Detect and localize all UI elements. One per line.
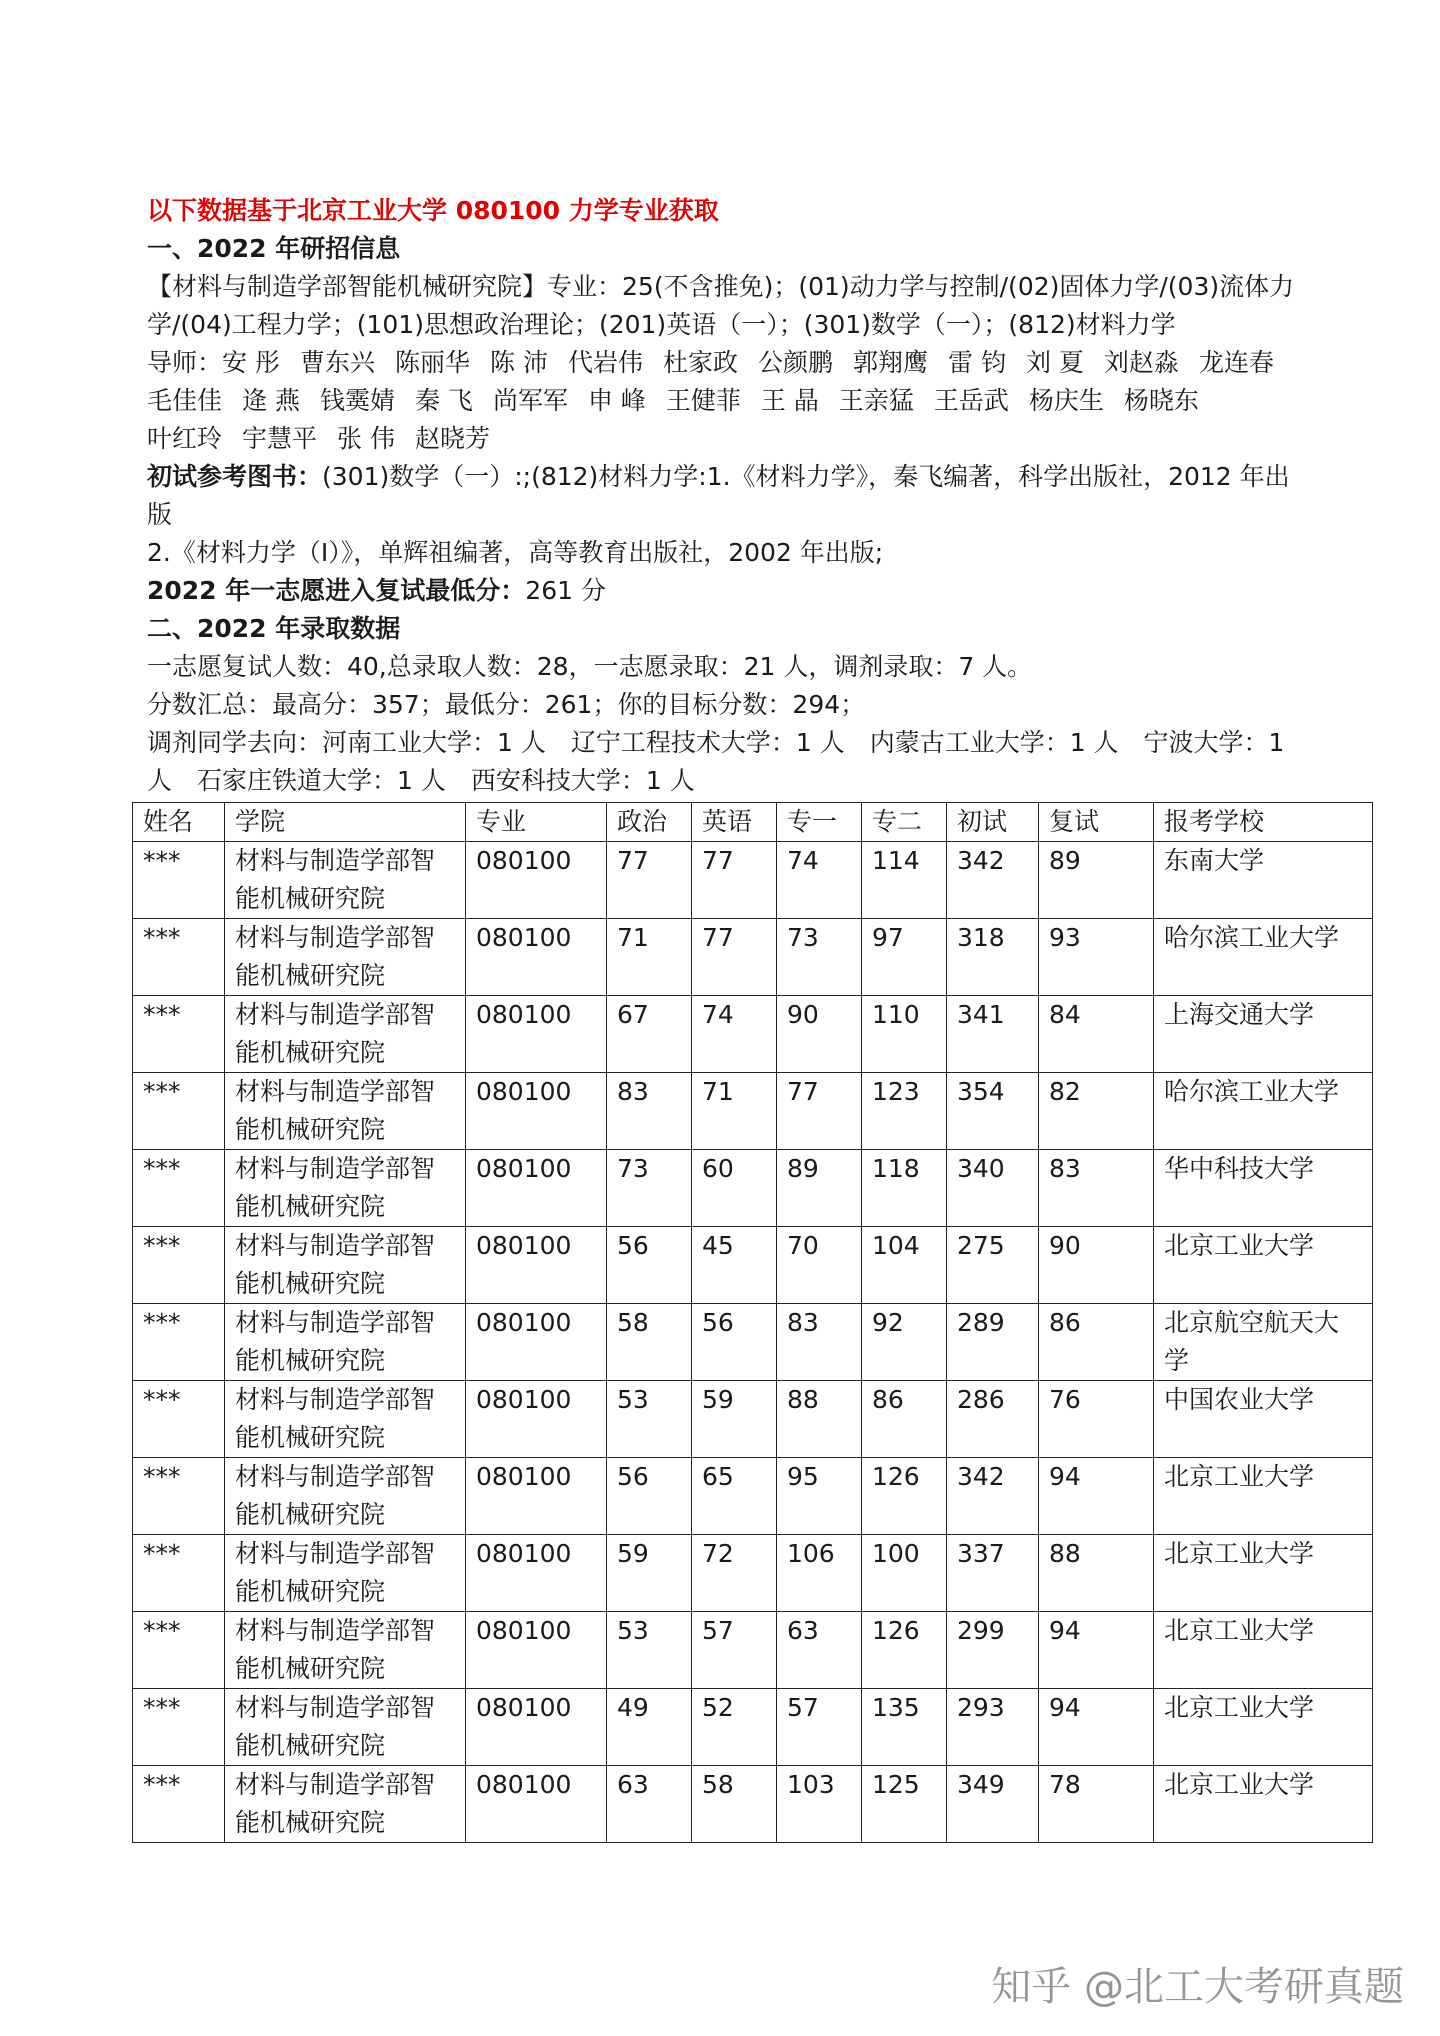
table-cell: 材料与制造学部智能机械研究院 [225, 1227, 466, 1304]
table-cell: 080100 [466, 1150, 607, 1227]
tutor-name: 赵晓芳 [414, 424, 490, 453]
table-cell: 北京工业大学 [1154, 1612, 1373, 1689]
table-cell: 63 [607, 1766, 692, 1843]
table-cell: 86 [862, 1381, 947, 1458]
tutor-name: 杜家政 [662, 348, 738, 377]
tutor-name: 王 晶 [760, 386, 819, 415]
table-cell: *** [133, 1304, 225, 1381]
column-header: 姓名 [133, 803, 225, 842]
table-cell: 材料与制造学部智能机械研究院 [225, 1612, 466, 1689]
books-label: 初试参考图书： [147, 462, 323, 491]
table-cell: 342 [947, 1458, 1039, 1535]
table-cell: 110 [862, 996, 947, 1073]
table-cell: 080100 [466, 996, 607, 1073]
table-cell: 83 [607, 1073, 692, 1150]
table-cell: 58 [607, 1304, 692, 1381]
table-cell: 318 [947, 919, 1039, 996]
books-text: (301)数学（一）:;(812)材料力学:1.《材料力学》，秦飞编著，科学出版社，2012 年出版 [147, 462, 1290, 529]
min-score-line [147, 572, 1307, 610]
score-summary: 分数汇总：最高分：357；最低分：261；你的目标分数：294； [147, 690, 866, 719]
column-header: 专业 [466, 803, 607, 842]
table-cell: 57 [777, 1689, 862, 1766]
table-cell: *** [133, 1150, 225, 1227]
tutor-name: 叶红玲 [147, 424, 223, 453]
table-cell: 123 [862, 1073, 947, 1150]
table-cell: 080100 [466, 1612, 607, 1689]
column-header: 政治 [607, 803, 692, 842]
tutor-name: 雷 钧 [948, 348, 1006, 377]
enroll-info: 【材料与制造学部智能机械研究院】专业：25(不含推免)；(01)动力学与控制/(02)固体力学/(03)流体力学/(04)工程力学；(101)思想政治理论；(201)英语（一）；(301)数学（一）；(812)材料力学 [147, 272, 1295, 339]
table-cell: 49 [607, 1689, 692, 1766]
table-cell: 89 [1039, 842, 1154, 919]
min-score-value: 261 分 [525, 576, 606, 605]
table-cell: 56 [607, 1458, 692, 1535]
tutor-name: 杨晓东 [1123, 386, 1199, 415]
table-cell: 289 [947, 1304, 1039, 1381]
tutor-name: 龙连春 [1198, 348, 1274, 377]
table-cell: 56 [607, 1227, 692, 1304]
table-cell: 74 [777, 842, 862, 919]
table-cell: 114 [862, 842, 947, 919]
table-cell: 126 [862, 1612, 947, 1689]
section-2-title: 二、2022 年录取数据 [147, 614, 401, 643]
reference-books [147, 458, 1307, 534]
tutor-name: 郭翔鹰 [853, 348, 929, 377]
table-row [133, 1150, 1373, 1227]
table-cell: 293 [947, 1689, 1039, 1766]
table-cell: *** [133, 1227, 225, 1304]
table-cell: 118 [862, 1150, 947, 1227]
section-1-title: 一、2022 年研招信息 [147, 234, 401, 263]
table-cell: 92 [862, 1304, 947, 1381]
tutor-name: 钱霙婧 [319, 386, 395, 415]
table-cell: 94 [1039, 1689, 1154, 1766]
table-row [133, 1227, 1373, 1304]
table-cell: 080100 [466, 1535, 607, 1612]
table-cell: 83 [777, 1304, 862, 1381]
table-cell: 东南大学 [1154, 842, 1373, 919]
tutor-name: 宇慧平 [242, 424, 318, 453]
table-cell: 北京工业大学 [1154, 1766, 1373, 1843]
table-cell: *** [133, 996, 225, 1073]
table-cell: 106 [777, 1535, 862, 1612]
tutor-name: 王健菲 [665, 386, 741, 415]
table-cell: 83 [1039, 1150, 1154, 1227]
table-cell: 73 [777, 919, 862, 996]
table-cell: 080100 [466, 1766, 607, 1843]
table-row [133, 1612, 1373, 1689]
table-cell: *** [133, 842, 225, 919]
table-cell: 275 [947, 1227, 1039, 1304]
intro-line: 以下数据基于北京工业大学 080100 力学专业获取 [147, 196, 719, 225]
column-header: 学院 [225, 803, 466, 842]
table-row [133, 1073, 1373, 1150]
table-cell: 125 [862, 1766, 947, 1843]
table-cell: 080100 [466, 1073, 607, 1150]
table-cell: 95 [777, 1458, 862, 1535]
table-cell: *** [133, 1381, 225, 1458]
table-cell: 77 [692, 842, 777, 919]
table-cell: 45 [692, 1227, 777, 1304]
table-row [133, 1535, 1373, 1612]
table-cell: 349 [947, 1766, 1039, 1843]
table-cell: *** [133, 919, 225, 996]
tutor-name: 公颜鹏 [757, 348, 833, 377]
tutor-name: 刘赵淼 [1103, 348, 1179, 377]
column-header: 复试 [1039, 803, 1154, 842]
table-cell: 65 [692, 1458, 777, 1535]
table-cell: 60 [692, 1150, 777, 1227]
table-cell: 材料与制造学部智能机械研究院 [225, 1381, 466, 1458]
table-cell: 90 [1039, 1227, 1154, 1304]
table-cell: *** [133, 1689, 225, 1766]
table-row [133, 919, 1373, 996]
table-cell: 58 [692, 1766, 777, 1843]
table-cell: *** [133, 1535, 225, 1612]
table-cell: 59 [692, 1381, 777, 1458]
min-score-label: 2022 年一志愿进入复试最低分： [147, 576, 526, 605]
tutor-name: 曹东兴 [299, 348, 375, 377]
table-row [133, 1689, 1373, 1766]
tutor-names [147, 348, 1294, 453]
table-row [133, 842, 1373, 919]
table-cell: 华中科技大学 [1154, 1150, 1373, 1227]
table-cell: *** [133, 1073, 225, 1150]
table-cell: 126 [862, 1458, 947, 1535]
table-cell: 70 [777, 1227, 862, 1304]
admission-table [132, 802, 1373, 1843]
tutor-name: 刘 夏 [1025, 348, 1084, 377]
table-cell: 材料与制造学部智能机械研究院 [225, 1150, 466, 1227]
table-cell: 342 [947, 842, 1039, 919]
table-cell: 中国农业大学 [1154, 1381, 1373, 1458]
column-header: 报考学校 [1154, 803, 1373, 842]
table-cell: 84 [1039, 996, 1154, 1073]
document-body [147, 192, 1307, 800]
table-cell: 材料与制造学部智能机械研究院 [225, 1458, 466, 1535]
table-cell: 104 [862, 1227, 947, 1304]
table-cell: 材料与制造学部智能机械研究院 [225, 996, 466, 1073]
table-cell: 77 [692, 919, 777, 996]
tutor-name: 王岳武 [933, 386, 1009, 415]
admission-summary: 一志愿复试人数：40,总录取人数：28，一志愿录取：21 人，调剂录取：7 人。 [147, 652, 1033, 681]
table-cell: *** [133, 1612, 225, 1689]
tutor-name: 申 峰 [587, 386, 646, 415]
table-cell: 88 [1039, 1535, 1154, 1612]
table-cell: 78 [1039, 1766, 1154, 1843]
table-cell: 88 [777, 1381, 862, 1458]
column-header: 专一 [777, 803, 862, 842]
table-cell: 74 [692, 996, 777, 1073]
table-row [133, 1381, 1373, 1458]
table-cell: 337 [947, 1535, 1039, 1612]
table-cell: 53 [607, 1381, 692, 1458]
table-cell: 北京航空航天大学 [1154, 1304, 1373, 1381]
tutor-name: 毛佳佳 [147, 386, 223, 415]
table-cell: 286 [947, 1381, 1039, 1458]
table-cell: 56 [692, 1304, 777, 1381]
tutor-name: 尚军军 [492, 386, 568, 415]
tutor-list [147, 344, 1307, 458]
table-cell: 63 [777, 1612, 862, 1689]
table-cell: 哈尔滨工业大学 [1154, 1073, 1373, 1150]
table-cell: 94 [1039, 1612, 1154, 1689]
table-row [133, 996, 1373, 1073]
table-cell: 340 [947, 1150, 1039, 1227]
table-cell: 080100 [466, 1304, 607, 1381]
table-cell: 299 [947, 1612, 1039, 1689]
table-cell: 材料与制造学部智能机械研究院 [225, 1304, 466, 1381]
transfer-destinations: 调剂同学去向：河南工业大学：1 人 辽宁工程技术大学：1 人 内蒙古工业大学：1 人 宁波大学：1 人 石家庄铁道大学：1 人 西安科技大学：1 人 [147, 728, 1285, 795]
table-cell: 材料与制造学部智能机械研究院 [225, 1689, 466, 1766]
column-header: 初试 [947, 803, 1039, 842]
table-cell: 080100 [466, 1458, 607, 1535]
table-cell: 57 [692, 1612, 777, 1689]
table-cell: 72 [692, 1535, 777, 1612]
tutor-name: 代岩伟 [567, 348, 643, 377]
table-cell: 080100 [466, 1689, 607, 1766]
table-cell: 86 [1039, 1304, 1154, 1381]
table-cell: 北京工业大学 [1154, 1458, 1373, 1535]
table-cell: *** [133, 1766, 225, 1843]
tutor-name: 陈 沛 [490, 348, 548, 377]
table-cell: 76 [1039, 1381, 1154, 1458]
table-cell: 97 [862, 919, 947, 996]
table-cell: 103 [777, 1766, 862, 1843]
table-cell: 材料与制造学部智能机械研究院 [225, 1766, 466, 1843]
table-cell: 100 [862, 1535, 947, 1612]
table-cell: 080100 [466, 842, 607, 919]
table-cell: *** [133, 1458, 225, 1535]
table-cell: 080100 [466, 1227, 607, 1304]
tutor-name: 安 彤 [222, 348, 280, 377]
table-cell: 59 [607, 1535, 692, 1612]
column-header: 英语 [692, 803, 777, 842]
table-cell: 上海交通大学 [1154, 996, 1373, 1073]
table-cell: 080100 [466, 1381, 607, 1458]
table-cell: 89 [777, 1150, 862, 1227]
table-cell: 77 [777, 1073, 862, 1150]
table-cell: 材料与制造学部智能机械研究院 [225, 842, 466, 919]
watermark: 知乎 @北工大考研真题 [991, 1964, 1404, 2010]
table-cell: 90 [777, 996, 862, 1073]
tutor-name: 张 伟 [337, 424, 395, 453]
column-header: 专二 [862, 803, 947, 842]
table-body [133, 842, 1373, 1843]
tutor-name: 陈丽华 [394, 348, 470, 377]
table-cell: 77 [607, 842, 692, 919]
table-cell: 53 [607, 1612, 692, 1689]
table-header-row [133, 803, 1373, 842]
table-cell: 北京工业大学 [1154, 1535, 1373, 1612]
table-row [133, 1304, 1373, 1381]
table-cell: 71 [692, 1073, 777, 1150]
table-cell: 材料与制造学部智能机械研究院 [225, 1535, 466, 1612]
table-cell: 73 [607, 1150, 692, 1227]
table-row [133, 1458, 1373, 1535]
table-cell: 93 [1039, 919, 1154, 996]
table-cell: 67 [607, 996, 692, 1073]
table-cell: 71 [607, 919, 692, 996]
table-cell: 080100 [466, 919, 607, 996]
table-cell: 82 [1039, 1073, 1154, 1150]
table-cell: 北京工业大学 [1154, 1227, 1373, 1304]
table-cell: 94 [1039, 1458, 1154, 1535]
table-cell: 北京工业大学 [1154, 1689, 1373, 1766]
table-cell: 材料与制造学部智能机械研究院 [225, 919, 466, 996]
table-cell: 材料与制造学部智能机械研究院 [225, 1073, 466, 1150]
reference-books-line2: 2.《材料力学（I）》，单辉祖编著，高等教育出版社，2002 年出版; [147, 538, 884, 567]
table-cell: 52 [692, 1689, 777, 1766]
tutor-name: 王亲猛 [838, 386, 914, 415]
tutor-name: 逄 燕 [242, 386, 300, 415]
table-cell: 341 [947, 996, 1039, 1073]
tutor-name: 秦 飞 [414, 386, 473, 415]
tutor-label: 导师： [147, 348, 223, 377]
table-cell: 354 [947, 1073, 1039, 1150]
table-cell: 哈尔滨工业大学 [1154, 919, 1373, 996]
table-cell: 135 [862, 1689, 947, 1766]
tutor-name: 杨庆生 [1028, 386, 1104, 415]
table-row [133, 1766, 1373, 1843]
